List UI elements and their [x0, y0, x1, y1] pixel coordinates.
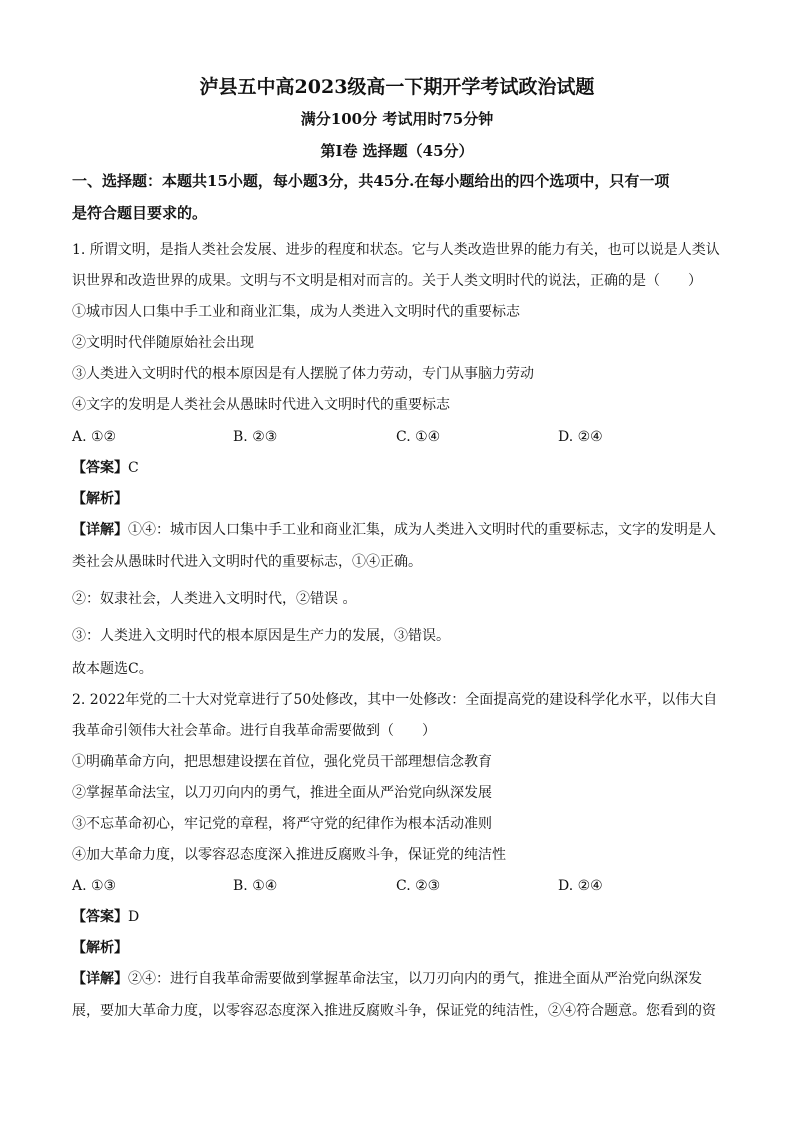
- q2-statement-2: ②掌握革命法宝，以刀刃向内的勇气，推进全面从严治党向纵深发展: [72, 785, 492, 801]
- answer-value: D: [128, 909, 140, 925]
- q1-option-a: A. ①②: [72, 429, 117, 445]
- q1-option-d: D. ②④: [558, 429, 603, 445]
- volume-heading: 第I卷 选择题（45分）: [320, 142, 474, 160]
- q1-detail-line-3: ②：奴隶社会，人类进入文明时代，②错误 。: [72, 591, 357, 607]
- section-instruction-line-2: 是符合题目要求的。: [72, 204, 208, 222]
- q2-detail-line-1: [72, 970, 702, 988]
- q2-answer: [72, 908, 139, 926]
- answer-tag: 【答案】: [72, 460, 128, 476]
- q1-stem-line-2: 识世界和改造世界的成果。文明与不文明是相对而言的。关于人类文明时代的说法，正确的是（ ）: [72, 273, 702, 289]
- q1-statement-1: ①城市因人口集中手工业和商业汇集，成为人类进入文明时代的重要标志: [72, 304, 520, 320]
- q1-option-c: C. ①④: [396, 429, 441, 445]
- detail-tag: 【详解】: [72, 971, 128, 987]
- detail-tag: 【详解】: [72, 522, 128, 538]
- q2-option-a: A. ①③: [72, 878, 117, 894]
- q1-answer: [72, 459, 139, 477]
- section-instruction-line-1: 一、选择题：本题共15小题，每小题3分，共45分.在每小题给出的四个选项中，只有一项: [72, 172, 670, 190]
- detail-text: ②④：进行自我革命需要做到掌握革命法宝，以刀刃向内的勇气，推进全面从严治党向纵深发: [128, 971, 702, 987]
- detail-text: ①④：城市因人口集中手工业和商业汇集，成为人类进入文明时代的重要标志，文字的发明是人: [128, 522, 716, 538]
- answer-value: C: [128, 460, 139, 476]
- q2-option-d: D. ②④: [558, 878, 603, 894]
- q2-option-b: B. ①④: [233, 878, 278, 894]
- q2-stem-line-1: 2. 2022年党的二十大对党章进行了50处修改，其中一处修改：全面提高党的建设科学化水平，以伟大自: [72, 692, 718, 708]
- q1-statement-2: ②文明时代伴随原始社会出现: [72, 335, 254, 351]
- q1-detail-line-2: 类社会从愚昧时代进入文明时代的重要标志，①④正确。: [72, 554, 422, 570]
- q1-statement-3: ③人类进入文明时代的根本原因是有人摆脱了体力劳动，专门从事脑力劳动: [72, 366, 534, 382]
- q1-analysis-tag: 【解析】: [72, 491, 128, 507]
- answer-tag: 【答案】: [72, 909, 128, 925]
- q1-statement-4: ④文字的发明是人类社会从愚昧时代进入文明时代的重要标志: [72, 397, 450, 413]
- q2-statement-1: ①明确革命方向，把思想建设摆在首位，强化党员干部理想信念教育: [72, 754, 492, 770]
- q1-detail-line-4: ③：人类进入文明时代的根本原因是生产力的发展，③错误。: [72, 628, 450, 644]
- page-title: 泸县五中高2023级高一下期开学考试政治试题: [199, 76, 595, 98]
- q1-option-b: B. ②③: [233, 429, 278, 445]
- q2-statement-3: ③不忘革命初心，牢记党的章程，将严守党的纪律作为根本活动准则: [72, 816, 492, 832]
- q1-detail-line-1: [72, 521, 716, 539]
- q2-statement-4: ④加大革命力度，以零容忍态度深入推进反腐败斗争，保证党的纯洁性: [72, 847, 506, 863]
- q1-stem-line-1: 1. 所谓文明，是指人类社会发展、进步的程度和状态。它与人类改造世界的能力有关，也可以说是人类认: [72, 242, 720, 258]
- q2-option-c: C. ②③: [396, 878, 441, 894]
- q1-conclusion: 故本题选C。: [72, 661, 153, 677]
- q2-stem-line-2: 我革命引领伟大社会革命。进行自我革命需要做到（ ）: [72, 723, 436, 739]
- q2-analysis-tag: 【解析】: [72, 940, 128, 956]
- exam-subtitle: 满分100分 考试用时75分钟: [300, 110, 494, 128]
- q2-detail-line-2: 展，要加大革命力度，以零容忍态度深入推进反腐败斗争，保证党的纯洁性，②④符合题意。您看到的资: [72, 1003, 716, 1019]
